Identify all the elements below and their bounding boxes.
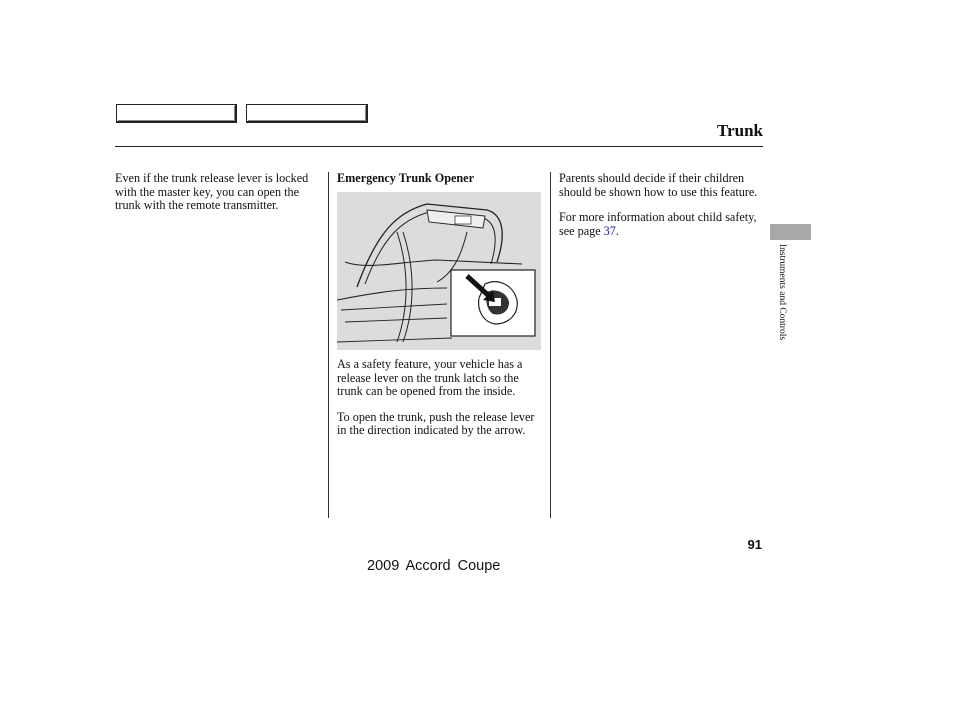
section-heading: Emergency Trunk Opener — [337, 171, 474, 185]
trunk-illustration-svg — [337, 192, 541, 350]
middle-paragraph-2: To open the trunk, push the release lever in the direction indicated by the arrow. — [337, 409, 535, 437]
right-paragraph-2-suffix: . — [615, 223, 619, 238]
page-number: 91 — [747, 537, 762, 552]
middle-paragraph-1: As a safety feature, your vehicle has a release lever on the trunk latch so the trunk can be opened from the inside. — [337, 357, 523, 398]
section-label: Instruments and Controls — [777, 244, 787, 341]
right-paragraph-1: Parents should decide if their children should be shown how to use this feature. — [559, 171, 758, 199]
middle-column-lower — [337, 358, 545, 450]
column-divider-2 — [550, 172, 551, 518]
header-rule — [115, 146, 763, 147]
trunk-opener-illustration — [337, 192, 541, 350]
left-column — [115, 172, 320, 225]
nav-button-prev[interactable] — [116, 104, 237, 123]
page-title: Trunk — [717, 121, 763, 140]
left-paragraph: Even if the trunk release lever is locked with the master key, you can open the trunk with the remote transmitter. — [115, 171, 309, 212]
footer-model: 2009 Accord Coupe — [367, 558, 501, 574]
page-37-link[interactable]: 37 — [603, 223, 616, 238]
right-column — [559, 172, 764, 250]
nav-button-next[interactable] — [246, 104, 368, 123]
column-divider-1 — [328, 172, 329, 518]
section-tab — [770, 224, 811, 240]
right-paragraph-2-text: For more information about child safety, see page — [559, 210, 757, 238]
right-paragraph-2 — [559, 211, 764, 238]
